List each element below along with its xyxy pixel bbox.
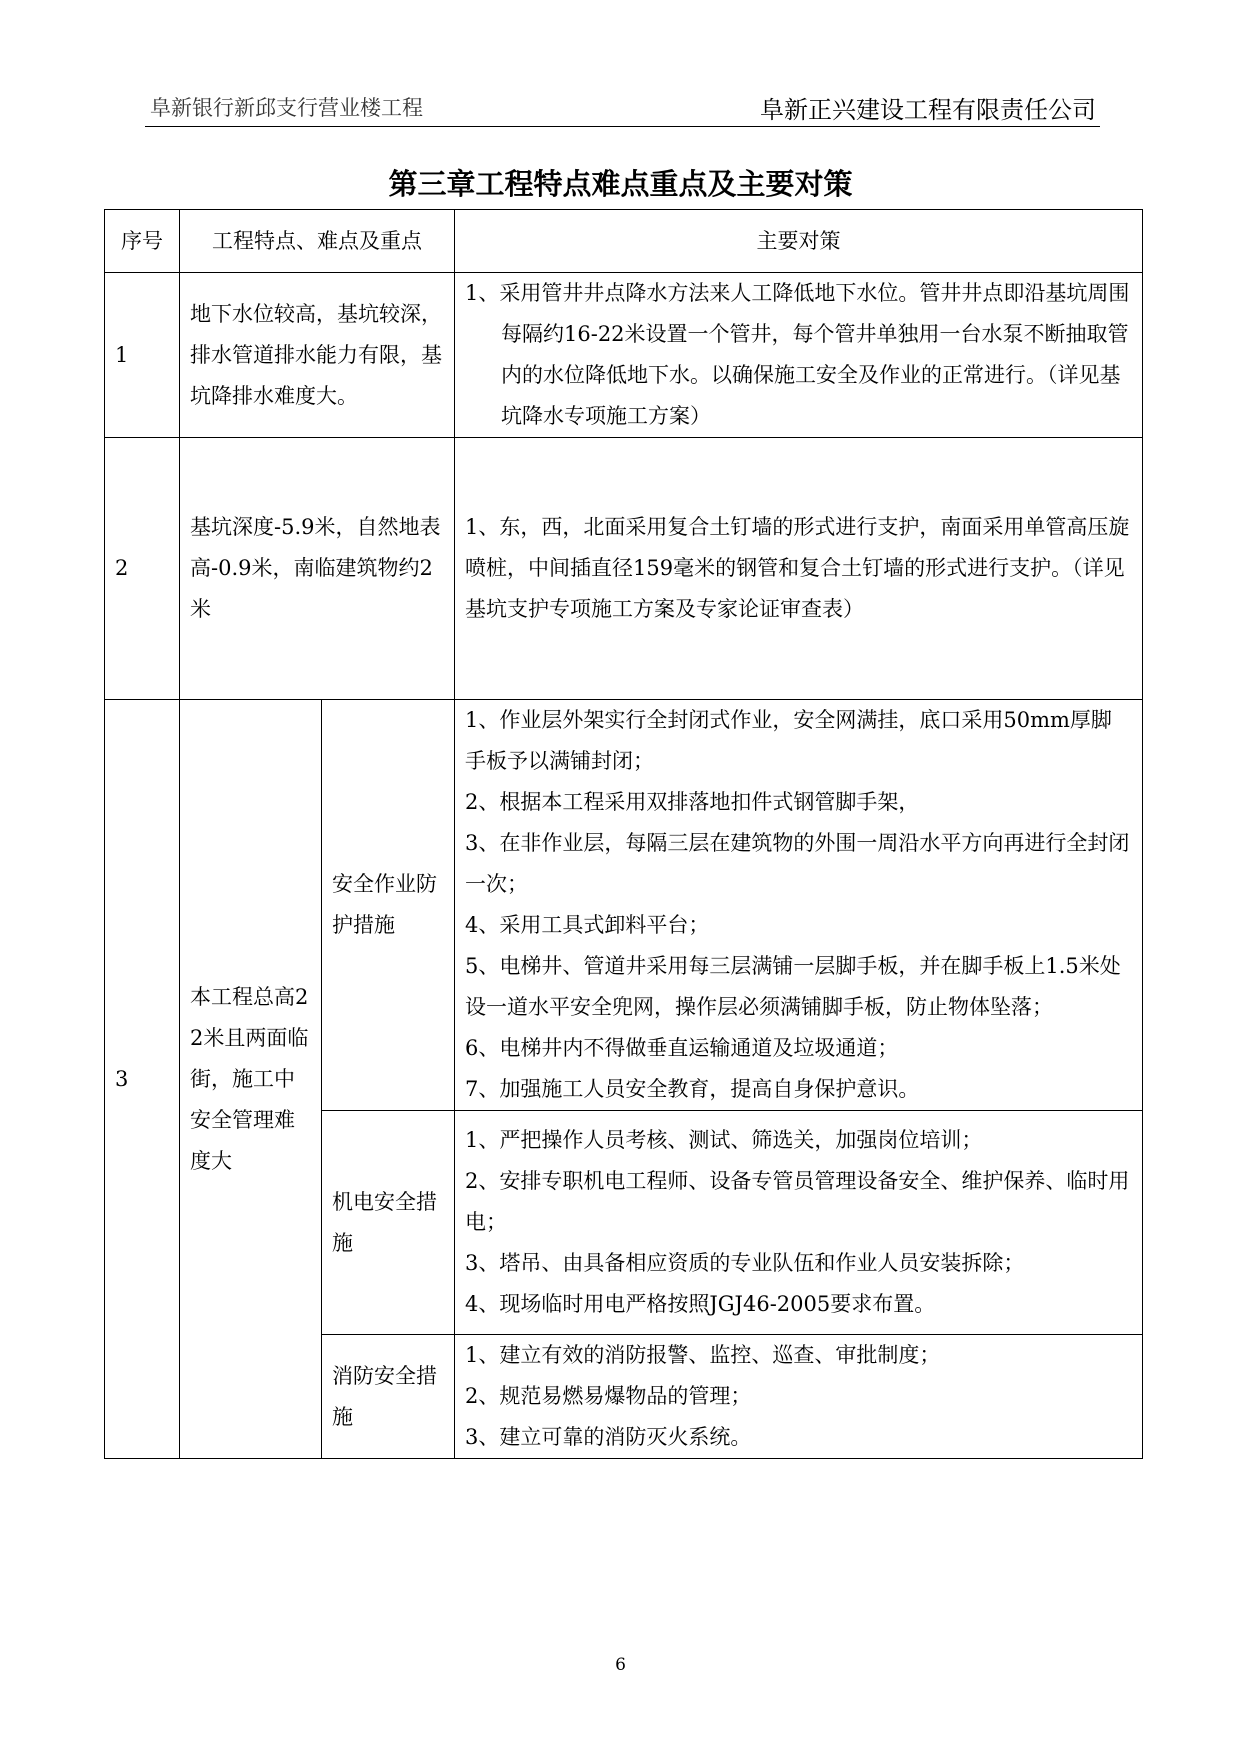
header-cell-measures: 主要对策 <box>455 210 1143 273</box>
row-number: 2 <box>105 438 180 700</box>
table-row <box>105 700 1143 1111</box>
measure-item: 1、建立有效的消防报警、监控、巡查、审批制度； <box>465 1343 941 1367</box>
row-feature: 地下水位较高，基坑较深，排水管道排水能力有限，基坑降排水难度大。 <box>180 273 455 438</box>
measure-item: 6、电梯井内不得做垂直运输通道及垃圾通道； <box>465 1036 899 1060</box>
header-company-name: 阜新正兴建设工程有限责任公司 <box>760 96 1096 124</box>
chapter-title: 第三章工程特点难点重点及主要对策 <box>388 167 853 201</box>
measure-item: 4、采用工具式卸料平台； <box>465 913 710 937</box>
header-cell-number: 序号 <box>105 210 180 273</box>
sub-category-measures <box>455 1111 1143 1335</box>
row-number: 1 <box>105 273 180 438</box>
row-number: 3 <box>105 700 180 1459</box>
page-number: 6 <box>615 1655 626 1675</box>
measure-item: 2、规范易燃易爆物品的管理； <box>465 1384 752 1408</box>
row-measures <box>455 273 1143 438</box>
row-feature: 基坑深度-5.9米，自然地表高-0.9米，南临建筑物约2米 <box>180 438 455 700</box>
measure-item: 1、严把操作人员考核、测试、筛选关，加强岗位培训； <box>465 1128 983 1152</box>
measure-item: 2、根据本工程采用双排落地扣件式钢管脚手架， <box>465 790 920 814</box>
sub-category-label: 安全作业防护措施 <box>322 700 455 1111</box>
table-header-row <box>105 210 1143 273</box>
header-divider <box>145 126 1100 127</box>
header-cell-feature: 工程特点、难点及重点 <box>180 210 455 273</box>
measure-item: 3、建立可靠的消防灭火系统。 <box>465 1425 752 1449</box>
table-row <box>105 273 1143 438</box>
sub-category-label: 消防安全措施 <box>322 1335 455 1459</box>
row-measures <box>455 438 1143 700</box>
header-project-name: 阜新银行新邱支行营业楼工程 <box>150 96 423 120</box>
measure-item: 1、作业层外架实行全封闭式作业，安全网满挂，底口采用50mm厚脚手板予以满铺封闭； <box>465 708 1112 773</box>
measure-item: 1、东，西，北面采用复合土钉墙的形式进行支护，南面采用单管高压旋喷桩，中间插直径159毫米的钢管和复合土钉墙的形式进行支护。（详见基坑支护专项施工方案及专家论证审查表） <box>465 515 1130 621</box>
measure-item: 3、在非作业层，每隔三层在建筑物的外围一周沿水平方向再进行全封闭一次； <box>465 831 1130 896</box>
measure-item: 3、塔吊、由具备相应资质的专业队伍和作业人员安装拆除； <box>465 1251 1025 1275</box>
measure-item: 2、安排专职机电工程师、设备专管员管理设备安全、维护保养、临时用电； <box>465 1169 1130 1234</box>
table-row <box>105 438 1143 700</box>
measure-item: 5、电梯井、管道井采用每三层满铺一层脚手板，并在脚手板上1.5米处设一道水平安全兜网，操作层必须满铺脚手板，防止物体坠落； <box>465 954 1121 1019</box>
sub-category-measures <box>455 1335 1143 1459</box>
measures-table <box>104 209 1143 1459</box>
measure-item: 4、现场临时用电严格按照JGJ46-2005要求布置。 <box>465 1292 936 1316</box>
row-feature: 本工程总高22米且两面临街，施工中安全管理难度大 <box>180 700 322 1459</box>
measure-item: 1、采用管井井点降水方法来人工降低地下水位。管井井点即沿基坑周围每隔约16-22米设置一个管井，每个管井单独用一台水泵不断抽取管内的水位降低地下水。以确保施工安全及作业的正常进行。（详见基坑降水专项施工方案） <box>465 281 1130 428</box>
sub-category-measures <box>455 700 1143 1111</box>
measure-item: 7、加强施工人员安全教育，提高自身保护意识。 <box>465 1077 920 1101</box>
sub-category-label: 机电安全措施 <box>322 1111 455 1335</box>
